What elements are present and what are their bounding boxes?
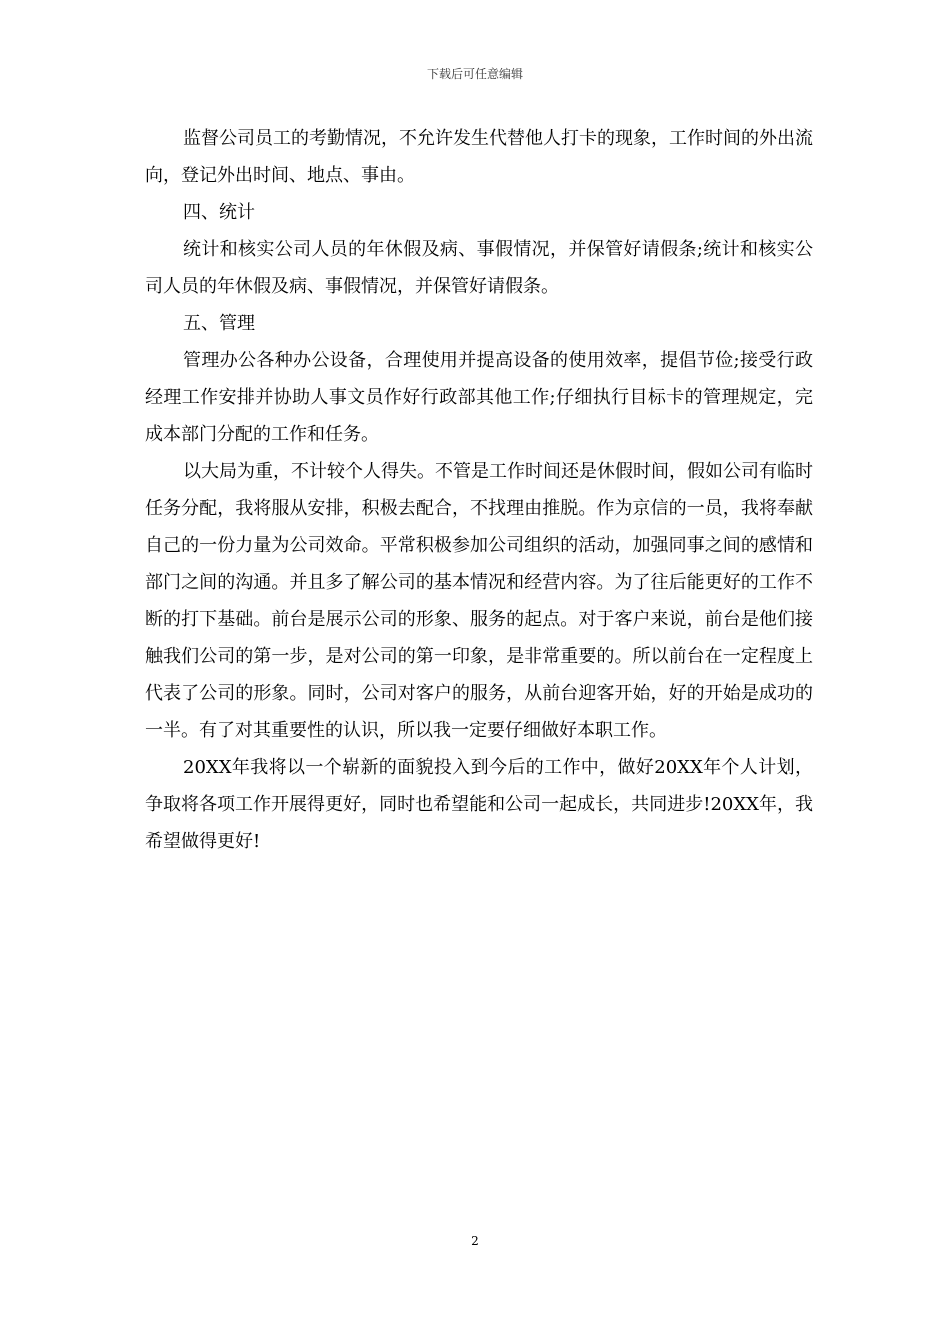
paragraph-management: 管理办公各种办公设备，合理使用并提高设备的使用效率，提倡节俭;接受行政经理工作安排并协助人事文员作好行政部其他工作;仔细执行目标卡的管理规定，完成本部门分配的工作和任务。 xyxy=(145,350,813,445)
document-body xyxy=(145,120,813,860)
paragraph-attendance: 监督公司员工的考勤情况，不允许发生代替他人打卡的现象，工作时间的外出流向，登记外出时间、地点、事由。 xyxy=(145,128,813,186)
section-heading-management: 五、管理 xyxy=(183,313,255,334)
paragraph-attitude: 以大局为重，不计较个人得失。不管是工作时间还是休假时间，假如公司有临时任务分配，我将服从安排，积极去配合，不找理由推脱。作为京信的一员，我将奉献自己的一份力量为公司效命。平常积极参加公司组织的活动，加强同事之间的感情和部门之间的沟通。并且多了解公司的基本情况和经营内容。为了往后能更好的工作不断的打下基础。前台是展示公司的形象、服务的起点。对于客户来说，前台是他们接触我们公司的第一步，是对公司的第一印象，是非常重要的。所以前台在一定程度上代表了公司的形象。同时，公司对客户的服务，从前台迎客开始，好的开始是成功的一半。有了对其重要性的认识，所以我一定要仔细做好本职工作。 xyxy=(145,461,813,741)
section-heading-statistics: 四、统计 xyxy=(183,202,255,223)
paragraph-statistics: 统计和核实公司人员的年休假及病、事假情况，并保管好请假条;统计和核实公司人员的年休假及病、事假情况，并保管好请假条。 xyxy=(145,239,813,297)
page-header: 下载后可任意编辑 xyxy=(426,67,523,81)
page-number: 2 xyxy=(471,1234,479,1248)
paragraph-plan: 20XX年我将以一个崭新的面貌投入到今后的工作中，做好20XX年个人计划，争取将各项工作开展得更好，同时也希望能和公司一起成长，共同进步!20XX年，我希望做得更好! xyxy=(145,757,813,852)
